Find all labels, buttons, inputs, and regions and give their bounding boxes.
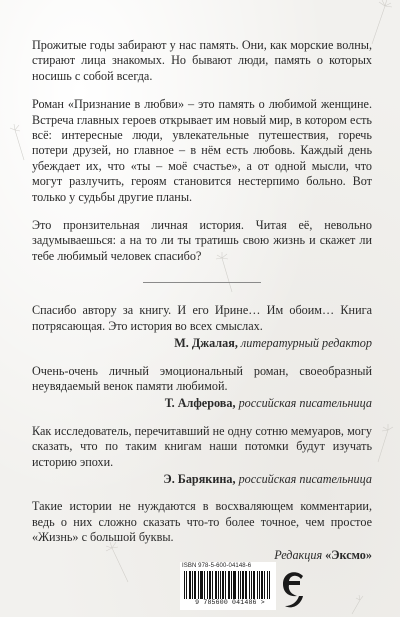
review-text: Такие истории не нуждаются в восхваляющем комментарии, ведь о них сложно сказать что-то более точное, чем простое «Жизнь» с большой буквы. [32, 499, 372, 545]
barcode-bar [245, 571, 246, 599]
review-text: Как исследователь, перечитавший не одну сотню мемуаров, могу сказать, что по таким книгам наши потомки будут изучать историю эпохи. [32, 423, 372, 469]
reviewer-name: Э. Барякина, [163, 471, 236, 486]
barcode-bar [228, 571, 229, 599]
review-4 [32, 499, 372, 563]
barcode-bar [201, 571, 202, 599]
barcode-bar [200, 571, 201, 599]
eksmo-logo-icon [280, 570, 306, 610]
barcode-bar [259, 571, 260, 599]
barcode-bar [264, 571, 265, 599]
review-signature [32, 472, 372, 487]
barcode-bar [267, 571, 268, 599]
reviewer-name: «Эксмо» [325, 547, 372, 562]
barcode-bar [204, 571, 205, 599]
reviewer-role: литературный редактор [240, 336, 372, 351]
section-divider [143, 282, 261, 283]
barcode-bar [246, 571, 247, 599]
barcode-bar [223, 571, 224, 599]
reviewer-name: Т. Алферова, [164, 396, 236, 411]
barcode-bar [184, 571, 185, 599]
barcode-bar [218, 571, 219, 599]
barcode-bar [195, 571, 196, 599]
barcode-bar [202, 571, 203, 599]
barcode-bar [212, 571, 213, 599]
barcode-bar [216, 571, 217, 599]
intro-paragraph-3: Это пронзительная личная история. Читая её, невольно задумываешься: а на то ли ты тратишь свою жизнь и скажет ли тебе любимый человек спасибо? [32, 218, 372, 263]
barcode-bar [225, 571, 226, 599]
barcode-bar [238, 571, 239, 599]
barcode-bar [262, 571, 263, 599]
review-signature [32, 396, 372, 411]
barcode-bar [234, 571, 235, 599]
barcode-bar [249, 571, 250, 599]
barcode-bar [254, 571, 255, 599]
barcode-bar [222, 571, 223, 599]
intro-paragraph-1: Прожитые годы забирают у нас память. Они, как морские волны, стирают лица знакомых. Но бывают люди, память о которых носишь с собой всегда. [32, 38, 372, 83]
review-text: Очень-очень личный эмоциональный роман, своеобразный неувядаемый венок памяти любимой. [32, 363, 372, 393]
review-2 [32, 364, 372, 412]
barcode-bar [194, 571, 195, 599]
barcode-bar [243, 571, 244, 599]
review-1 [32, 303, 372, 351]
barcode-bar [198, 571, 199, 599]
barcode-bar [190, 571, 191, 599]
barcode-bar [240, 571, 241, 599]
review-3 [32, 424, 372, 488]
barcode-bar [231, 571, 232, 599]
barcode-bar [209, 571, 210, 599]
barcode-bar [220, 571, 221, 599]
barcode-bar [215, 571, 216, 599]
barcode-bar [242, 571, 243, 599]
barcode-bar [261, 571, 262, 599]
barcode-bars [184, 571, 272, 599]
isbn-number: ISBN 978-5-600-04148-6 [182, 563, 252, 569]
barcode-bar [189, 571, 190, 599]
isbn-barcode [180, 562, 276, 610]
barcode-bar [192, 571, 193, 599]
barcode-digits: 9 785600 041486 > [195, 599, 265, 606]
review-signature [32, 548, 372, 563]
barcode-bar [253, 571, 254, 599]
barcode-bar [251, 571, 252, 599]
reviewer-role: Редакция [274, 547, 323, 562]
reviewer-name: М. Джалая, [174, 336, 238, 351]
barcode-bar [210, 571, 211, 599]
review-text: Спасибо автору за книгу. И его Ирине… Им обоим… Книга потрясающая. Это история во всех смыслах. [32, 303, 372, 333]
barcode-bar [207, 571, 208, 599]
barcode-bar [186, 571, 187, 599]
barcode-bar [269, 571, 270, 599]
barcode-bar [229, 571, 230, 599]
intro-paragraph-2: Роман «Признание в любви» – это память о любимой женщине. Встреча главных героев открывает им новый мир, в котором есть всё: интересные люди, увлекательные путешествия, горечь потери друзей, но главное – в нём есть любовь. Каждый день убеждает их, что «ты – моё счастье», а от одной мысли, что могут разлучить, героям становится нестерпимо больно. Вот только у судьбы другие планы. [32, 97, 372, 204]
text-content [32, 38, 372, 575]
review-signature [32, 336, 372, 351]
reviewer-role: российская писательница [238, 471, 372, 486]
barcode-bar [235, 571, 236, 599]
barcode-bar [257, 571, 258, 599]
barcode-bar [233, 571, 234, 599]
reviewer-role: российская писательница [238, 396, 372, 411]
